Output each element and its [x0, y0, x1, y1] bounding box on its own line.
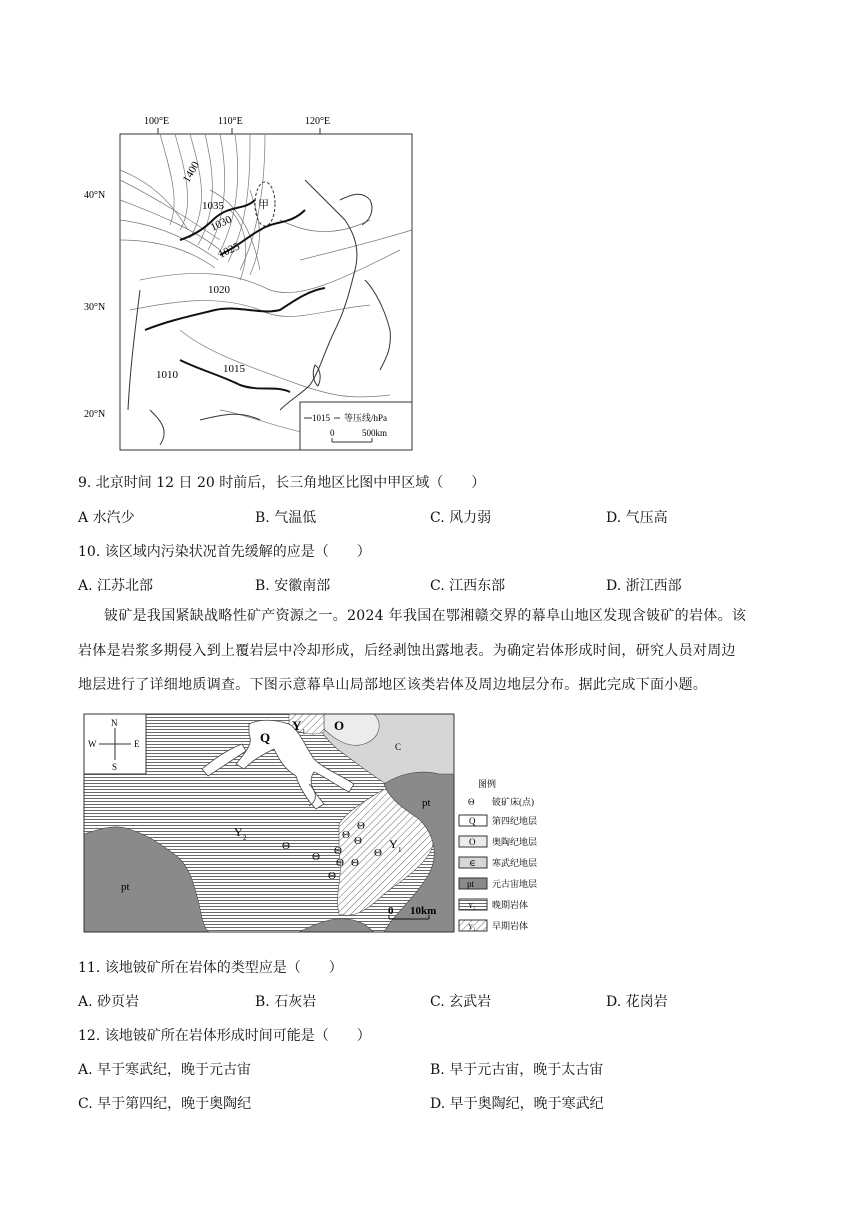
svg-text:1: 1	[398, 846, 402, 854]
isobar-label: 1010	[156, 369, 178, 381]
ore-point: Θ	[282, 840, 290, 852]
q11-option-c[interactable]	[430, 991, 491, 1011]
label-pt-right: pt	[422, 797, 431, 809]
map2-scale-length: 10km	[410, 905, 437, 917]
option-letter: B.	[430, 1062, 445, 1078]
geology-legend	[459, 796, 537, 931]
question-12-stem: 12. 该地铍矿所在岩体形成时间可能是（ ）	[78, 1028, 371, 1044]
option-text: 江苏北部	[97, 578, 154, 594]
option-text: 早于第四纪，晚于奥陶纪	[97, 1096, 252, 1112]
option-text: 早于寒武纪，晚于元古宙	[97, 1062, 252, 1078]
option-letter: C.	[430, 578, 445, 594]
q12-option-a[interactable]	[78, 1059, 251, 1079]
ore-point: Θ	[351, 857, 359, 869]
q11-option-d[interactable]	[606, 991, 668, 1011]
option-letter: D.	[606, 994, 622, 1010]
option-letter: B.	[255, 510, 270, 526]
map1-legend-box	[300, 402, 412, 450]
legend-text: 元古宙地层	[492, 879, 538, 889]
legend-key: O	[469, 837, 476, 847]
question-11-stem: 11. 该地铍矿所在岩体的类型应是（ ）	[78, 960, 343, 976]
compass-n: N	[111, 718, 118, 728]
isobar-label: 1025	[216, 240, 242, 261]
option-letter: B.	[255, 578, 270, 594]
lat-label: 40°N	[84, 190, 106, 201]
q10-option-b[interactable]	[255, 575, 330, 595]
option-text: 玄武岩	[449, 994, 492, 1010]
isobar-map	[84, 110, 430, 455]
legend-key: ∈	[469, 858, 476, 868]
legend-key: Y₁	[468, 923, 476, 931]
q12-option-d[interactable]	[430, 1093, 604, 1113]
q11-option-b[interactable]	[255, 991, 316, 1011]
legend-text: 晚期岩体	[492, 900, 529, 910]
option-letter: A.	[78, 578, 93, 594]
geology-map	[84, 714, 554, 939]
region-jia-label: 甲	[258, 199, 269, 211]
isobar-label: 1400	[180, 159, 203, 185]
option-text: 风力弱	[449, 510, 492, 526]
passage-line-1: 铍矿是我国紧缺战略性矿产资源之一。2024 年我国在鄂湘赣交界的幕阜山地区发现含铍矿的岩体。该	[104, 608, 747, 624]
passage-line-3: 地层进行了详细地质调查。下图示意幕阜山局部地区该类岩体及周边地层分布。据此完成下面小题。	[78, 677, 708, 693]
label-pt-left: pt	[121, 881, 130, 893]
option-letter: C.	[430, 994, 445, 1010]
isobar-label: 1015	[223, 363, 245, 375]
passage-line-2: 岩体是岩浆多期侵入到上覆岩层中冷却形成，后经剥蚀出露地表。为确定岩体形成时间，研究人员对周边	[78, 643, 736, 659]
svg-text:1: 1	[302, 728, 306, 736]
option-letter: A.	[78, 994, 93, 1010]
ore-point: Θ	[342, 829, 350, 841]
legend-text: 奥陶纪地层	[492, 837, 538, 847]
legend-text: 铍矿床(点)	[492, 797, 534, 807]
ore-point: Θ	[312, 851, 320, 863]
option-text: 气压高	[625, 510, 668, 526]
legend-text: 第四纪地层	[492, 816, 538, 826]
option-letter: C.	[78, 1096, 93, 1112]
question-10-stem: 10. 该区域内污染状况首先缓解的应是（ ）	[78, 544, 371, 560]
legend-isobar-value: 1015	[312, 413, 330, 423]
option-text: 江西东部	[449, 578, 506, 594]
scale-length: 500km	[362, 428, 388, 438]
compass-e: E	[134, 739, 140, 749]
ore-point: Θ	[357, 820, 365, 832]
ore-point: Θ	[328, 870, 336, 882]
legend-isobar-text: 等压线/hPa	[344, 413, 388, 423]
legend-text: 早期岩体	[492, 921, 529, 931]
lon-label: 110°E	[218, 116, 243, 127]
lon-label: 100°E	[144, 116, 170, 127]
option-text: 气温低	[274, 510, 317, 526]
label-o: O	[334, 718, 345, 733]
isobar-label: 1030	[208, 213, 234, 234]
isobar-label: 1020	[208, 284, 230, 296]
question-9-stem: 9. 北京时间 12 日 20 时前后，长三角地区比图中甲区域（ ）	[78, 475, 486, 491]
ore-point: Θ	[336, 857, 344, 869]
compass-w: W	[88, 739, 97, 749]
q10-option-a[interactable]	[78, 575, 153, 595]
option-letter: D.	[606, 578, 622, 594]
map2-scale-zero: 0	[388, 905, 394, 917]
q9-option-b[interactable]	[255, 507, 316, 527]
label-c: C	[395, 742, 402, 752]
label-y1-top: Y	[292, 718, 302, 733]
legend-key: Θ	[468, 797, 475, 807]
q9-option-c[interactable]	[430, 507, 491, 527]
option-letter: D.	[430, 1096, 446, 1112]
option-letter: A.	[78, 1062, 93, 1078]
lat-label: 20°N	[84, 409, 106, 420]
option-letter: C.	[430, 510, 445, 526]
lon-label: 120°E	[305, 116, 331, 127]
label-y1-mid: Y	[389, 837, 398, 851]
option-letter: D.	[606, 510, 622, 526]
q12-option-b[interactable]	[430, 1059, 603, 1079]
option-text: 石灰岩	[274, 994, 317, 1010]
option-text: 浙江西部	[625, 578, 682, 594]
option-text: 花岗岩	[625, 994, 668, 1010]
legend-key: Y₂	[468, 902, 476, 910]
ore-point: Θ	[354, 835, 362, 847]
option-letter: B.	[255, 994, 270, 1010]
svg-text:2: 2	[243, 834, 247, 842]
option-text: 砂页岩	[97, 994, 140, 1010]
ore-point: Θ	[374, 847, 382, 859]
isobar-label: 1035	[202, 200, 224, 212]
ore-point: Θ	[334, 845, 342, 857]
option-letter: A	[78, 510, 89, 526]
q9-option-a[interactable]	[78, 507, 135, 527]
option-text: 安徽南部	[274, 578, 331, 594]
option-text: 早于奥陶纪，晚于寒武纪	[449, 1096, 604, 1112]
q9-option-d[interactable]	[606, 507, 668, 527]
option-text: 早于元古宙，晚于太古宙	[449, 1062, 604, 1078]
scale-zero: 0	[330, 428, 335, 438]
label-q: Q	[260, 730, 271, 745]
lat-label: 30°N	[84, 302, 106, 313]
legend-title: 图例	[478, 779, 497, 789]
legend-key: pt	[467, 879, 475, 889]
label-y2: Y	[234, 825, 243, 839]
q10-option-c[interactable]	[430, 575, 505, 595]
option-text: 水汽少	[92, 510, 135, 526]
q10-option-d[interactable]	[606, 575, 682, 595]
legend-key: Q	[469, 816, 476, 826]
q12-option-c[interactable]	[78, 1093, 251, 1113]
q11-option-a[interactable]	[78, 991, 139, 1011]
legend-text: 寒武纪地层	[492, 858, 538, 868]
compass-s: S	[112, 762, 118, 772]
